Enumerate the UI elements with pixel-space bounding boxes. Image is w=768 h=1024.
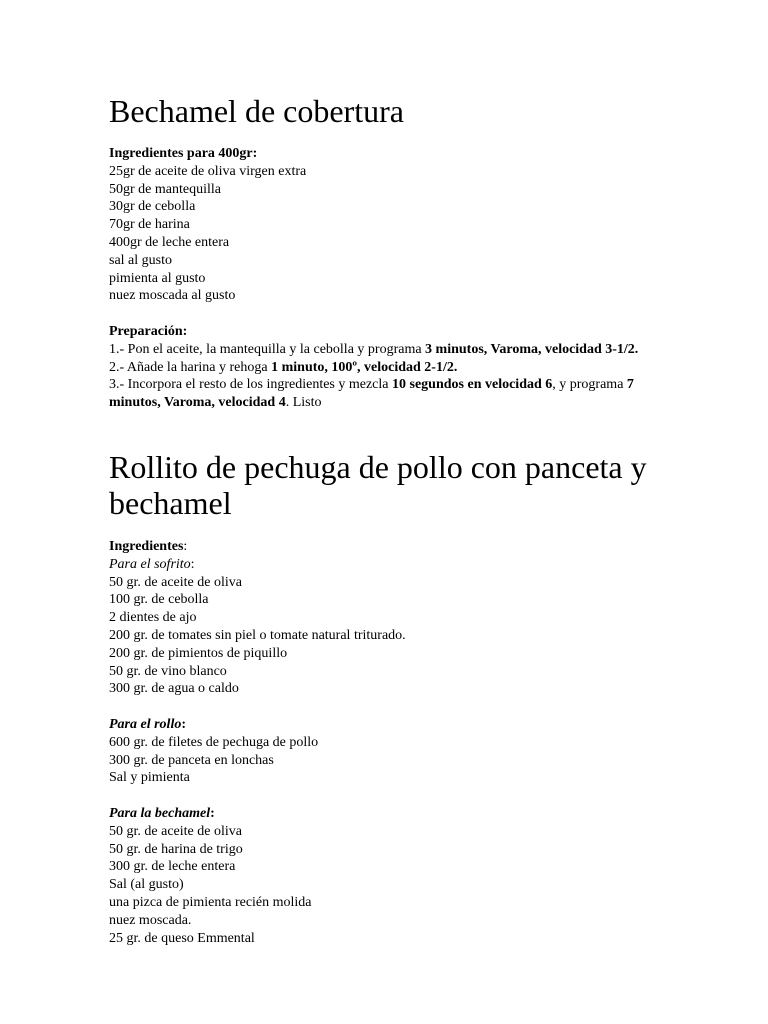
- ingredient-line: 50 gr. de harina de trigo: [109, 841, 243, 857]
- ingredient-line: Sal (al gusto): [109, 877, 184, 893]
- ingredient-line: 400gr de leche entera: [109, 234, 230, 250]
- ingredient-line: 25gr de aceite de oliva virgen extra: [109, 163, 307, 179]
- ingredient-line: 600 gr. de filetes de pechuga de pollo: [109, 734, 319, 750]
- ingredient-line: pimienta al gusto: [109, 270, 206, 286]
- ingredient-line: 200 gr. de pimientos de piquillo: [109, 645, 288, 661]
- ingredient-line: 50 gr. de aceite de oliva: [109, 823, 242, 839]
- ingredient-line: una pizca de pimienta recién molida: [109, 894, 312, 910]
- ingredients-heading: Ingredientes: [109, 539, 184, 554]
- ingredient-line: Sal y pimienta: [109, 770, 190, 786]
- ingredient-line: 50gr de mantequilla: [109, 181, 221, 197]
- ingredients-section: Ingredientes: Para el sofrito: 50 gr. de aceite de oliva 100 gr. de cebolla 2 dientes de ajo 200 gr. de tomates sin piel o tomate natural triturado. 200 gr. de pimientos de piquillo 50 gr. de vino blanco 300 gr. de agua o caldo: [109, 538, 689, 698]
- bechamel-section: Para la bechamel: 50 gr. de aceite de oliva 50 gr. de harina de trigo 300 gr. de leche entera Sal (al gusto) una pizca de pimienta recién molida nuez moscada. 25 gr. de queso Emmental: [109, 805, 689, 947]
- ingredient-line: 25 gr. de queso Emmental: [109, 930, 255, 946]
- ingredient-line: 50 gr. de aceite de oliva: [109, 574, 242, 590]
- preparation-heading: Preparación:: [109, 324, 188, 339]
- rollo-heading: Para el rollo: [109, 717, 182, 732]
- ingredients-heading: Ingredientes para 400gr:: [109, 146, 258, 161]
- ingredient-line: nuez moscada al gusto: [109, 288, 236, 304]
- ingredient-line: 2 dientes de ajo: [109, 610, 197, 626]
- preparation-step: 2.- Añade la harina y rehoga 1 minuto, 100º, velocidad 2-1/2.: [109, 359, 458, 375]
- sofrito-heading: Para el sofrito: [109, 556, 191, 572]
- rollo-section: Para el rollo: 600 gr. de filetes de pechuga de pollo 300 gr. de panceta en lonchas Sal y pimienta: [109, 716, 689, 787]
- ingredient-line: 50 gr. de vino blanco: [109, 663, 227, 679]
- preparation-section: [109, 323, 689, 412]
- preparation-step: 3.- Incorpora el resto de los ingredientes y mezcla 10 segundos en velocidad 6, y programa 7 minutos, Varoma, velocidad 4. Listo: [109, 377, 634, 411]
- recipe-title-rollito: Rollito de pechuga de pollo con panceta y bechamel: [109, 449, 647, 521]
- ingredient-line: 100 gr. de cebolla: [109, 592, 209, 608]
- ingredient-line: 200 gr. de tomates sin piel o tomate natural triturado.: [109, 627, 406, 643]
- ingredient-line: 300 gr. de panceta en lonchas: [109, 752, 274, 768]
- ingredient-line: sal al gusto: [109, 252, 172, 268]
- ingredient-line: 70gr de harina: [109, 217, 190, 233]
- preparation-step: 1.- Pon el aceite, la mantequilla y la cebolla y programa 3 minutos, Varoma, velocidad 3-1/2.: [109, 341, 639, 357]
- ingredient-line: nuez moscada.: [109, 912, 192, 928]
- bechamel-heading: Para la bechamel: [109, 806, 211, 821]
- ingredient-line: 300 gr. de agua o caldo: [109, 681, 239, 697]
- ingredient-line: 30gr de cebolla: [109, 199, 196, 215]
- ingredient-line: 300 gr. de leche entera: [109, 859, 236, 875]
- ingredients-section: [109, 145, 689, 305]
- recipe-title-bechamel: Bechamel de cobertura: [109, 93, 404, 129]
